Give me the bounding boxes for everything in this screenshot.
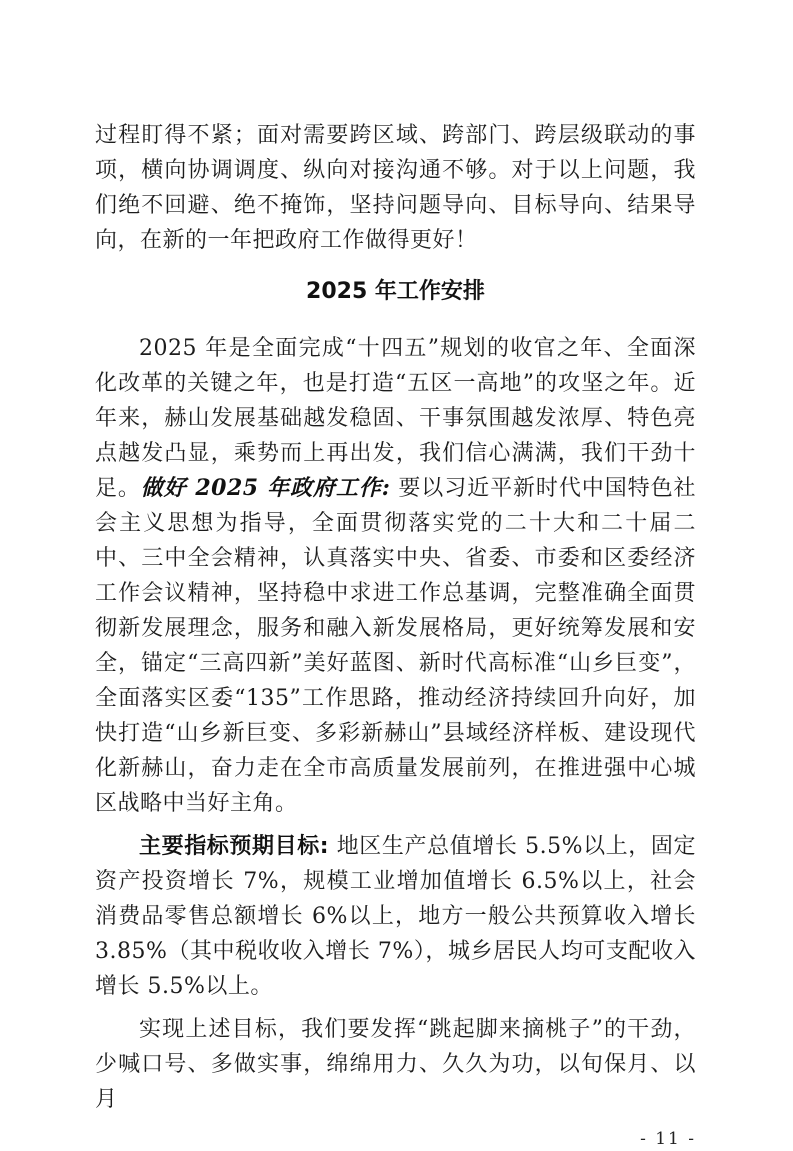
paragraph-targets (95, 829, 696, 1004)
paragraph-work-plan (95, 331, 696, 821)
emphasis-run: 主要指标预期目标: (139, 834, 330, 859)
section-heading: 2025 年工作安排 (306, 279, 485, 304)
page-number: - 11 - (640, 1129, 696, 1149)
text-run: 地区生产总值增长 5.5%以上，固定资产投资增长 7%，规模工业增加值增长 6.5%以上，社会消费品零售总额增长 6%以上，地方一般公共预算收入增长 3.85%（其中税收收入增长 7%），城乡居民人均可支配收入增长 5.5%以上。 (95, 834, 696, 999)
paragraph-closing (95, 1012, 696, 1117)
document-content (95, 118, 696, 1151)
paragraph-intro: 过程盯得不紧；面对需要跨区域、跨部门、跨层级联动的事项，横向协调调度、纵向对接沟通不够。对于以上问题，我们绝不回避、绝不掩饰，坚持问题导向、目标导向、结果导向，在新的一年把政府工作做得更好！ (95, 123, 696, 253)
text-run: 2025 年是全面完成“十四五”规划的收官之年、全面深化改革的关键之年，也是打造“五区一高地”的攻坚之年。近年来，赫山发展基础越发稳固、干事氛围越发浓厚、特色亮点越发凸显，乘势而上再出发，我们信心满满，我们干劲十足。 (95, 336, 696, 501)
emphasis-run: 做好 2025 年政府工作: (140, 475, 391, 501)
text-run: 实现上述目标，我们要发挥“跳起脚来摘桃子”的干劲，少喊口号、多做实事，绵绵用力、久久为功，以旬保月、以月 (95, 1017, 696, 1112)
text-run: 要以习近平新时代中国特色社会主义思想为指导，全面贯彻落实党的二十大和二十届二中、三中全会精神，认真落实中央、省委、市委和区委经济工作会议精神，坚持稳中求进工作总基调，完整准确全面贯彻新发展理念，服务和融入新发展格局，更好统筹发展和安全，锚定“三高四新”美好蓝图、新时代高标准“山乡巨变”，全面落实区委“135”工作思路，推动经济持续回升向好，加快打造“山乡新巨变、多彩新赫山”县域经济样板、建设现代化新赫山，奋力走在全市高质量发展前列，在推进强中心城区战略中当好主角。 (95, 476, 697, 816)
